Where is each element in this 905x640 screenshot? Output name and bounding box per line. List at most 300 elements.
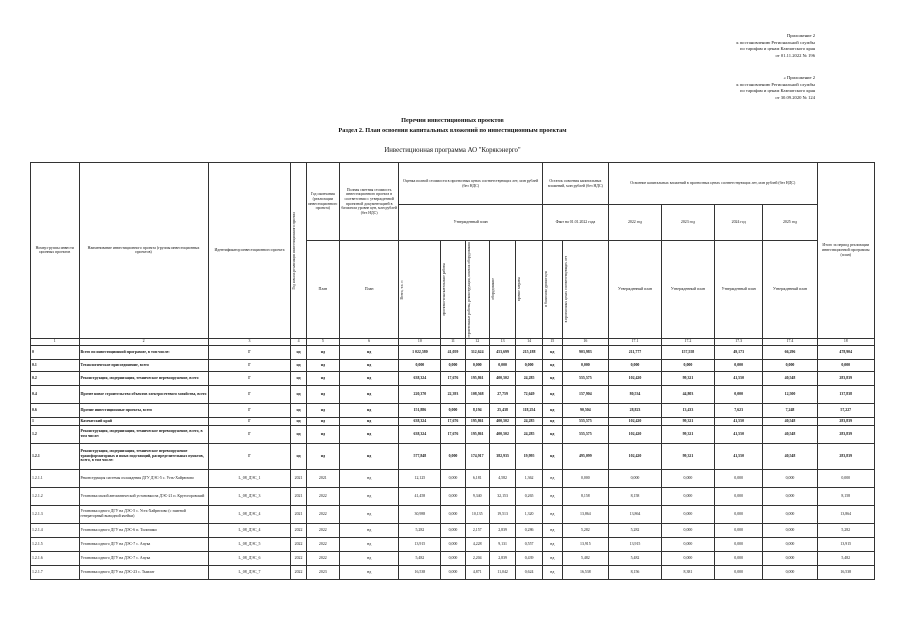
table-cell: 5,482 (399, 551, 441, 565)
table-cell: 283,839 (817, 417, 874, 425)
col-number: 2 (79, 338, 208, 345)
project-name-cell: Установка одного ДГУ на ДЭС-7 с. Апука (79, 551, 208, 565)
table-cell: нд (306, 345, 339, 359)
table-cell: 99,321 (661, 443, 714, 469)
table-cell: Г (208, 359, 291, 371)
table-cell: нд (339, 417, 399, 425)
table-cell: нд (339, 537, 399, 551)
section-title: Раздел 2. План освоения капитальных вложений по инвестиционным проектам (338, 127, 567, 134)
header-line: по тарифам и ценам Камчатского края (740, 46, 815, 52)
table-cell: Г (208, 403, 291, 417)
table-cell: 283,839 (817, 371, 874, 385)
header-line: к постановлению Региональной службы (736, 81, 815, 87)
col-approved-2023: Утвержденный план (661, 241, 714, 339)
table-cell: 0.6 (31, 403, 80, 417)
table-cell: 1.2.1.3 (31, 505, 80, 523)
table-cell: 220,370 (399, 385, 441, 403)
table-cell: 0,000 (817, 359, 874, 371)
table-cell: L_08_ДЭС_6 (208, 551, 291, 565)
table-cell: 99,321 (661, 425, 714, 443)
table-cell: 0,000 (441, 403, 465, 417)
project-name-cell: Реконструкция, модернизация, техническое перевооружение, всего (79, 371, 208, 385)
project-name-cell: Реконструкция, модернизация, техническое перевооружение, всего, в том числе: (79, 425, 208, 443)
table-cell: 555,575 (562, 417, 608, 425)
table-row (31, 487, 875, 505)
table-cell: нд (542, 345, 562, 359)
table-cell: 400,502 (489, 417, 515, 425)
table-cell: 0,000 (661, 469, 714, 487)
table-cell: 4,228 (465, 537, 489, 551)
table-cell: 382,935 (489, 443, 515, 469)
col-forecast-prices: в прогнозных ценах соответствующих лет (562, 241, 608, 339)
col-start-year: Год начала реализации инвестиционного проекта (291, 163, 306, 339)
table-cell: 0,000 (714, 359, 763, 371)
table-cell: 638,324 (399, 425, 441, 443)
table-cell: 0,000 (714, 487, 763, 505)
table-cell: нд (291, 417, 306, 425)
table-cell: 2022 (291, 537, 306, 551)
table-cell: 2022 (306, 523, 339, 537)
table-cell: 16,538 (399, 565, 441, 579)
table-cell: 0,000 (661, 505, 714, 523)
table-cell: 312,624 (465, 345, 489, 359)
project-name-cell: Прочие инвестиционные проекты, всего (79, 403, 208, 417)
table-cell: нд (542, 443, 562, 469)
col-number: 18 (817, 338, 874, 345)
table-cell: нд (306, 417, 339, 425)
table-cell: 0,000 (714, 551, 763, 565)
table-cell: 40,548 (763, 371, 817, 385)
table-cell: 25,438 (489, 403, 515, 417)
column-number-row (31, 338, 875, 345)
table-cell: 5,282 (817, 523, 874, 537)
table-cell: 0,439 (516, 551, 543, 565)
table-cell: 5,282 (562, 523, 608, 537)
table-cell: 99,321 (661, 417, 714, 425)
table-row (31, 551, 875, 565)
table-cell: 41,550 (714, 417, 763, 425)
table-cell: 2021 (291, 469, 306, 487)
table-cell: 211,777 (609, 345, 662, 359)
col-number: 17.1 (609, 338, 662, 345)
table-cell: Г (208, 417, 291, 425)
table-cell: 0,000 (465, 359, 489, 371)
table-cell: нд (339, 443, 399, 469)
table-cell: 40,548 (763, 417, 817, 425)
table-cell: 5,482 (817, 551, 874, 565)
table-cell: 13,433 (661, 403, 714, 417)
table-cell: 0,000 (817, 469, 874, 487)
col-number: 4 (291, 338, 306, 345)
table-cell: 1.2.1.7 (31, 565, 80, 579)
col-approved-2022: Утвержденный план (609, 241, 662, 339)
table-cell: 44,803 (661, 385, 714, 403)
table-row (31, 469, 875, 487)
table-row (31, 505, 875, 523)
table-cell: 0,000 (714, 385, 763, 403)
table-cell: 10,135 (465, 505, 489, 523)
table-cell: 1.2.1.1 (31, 469, 80, 487)
col-fact: Факт на 01.01.2022 года (542, 205, 608, 241)
project-name-cell: Технологическое присоединение, всего (79, 359, 208, 371)
table-cell: 8,381 (661, 565, 714, 579)
table-cell: 0,000 (763, 565, 817, 579)
table-cell: 1 022,580 (399, 345, 441, 359)
table-cell: нд (339, 469, 399, 487)
table-cell: Г (208, 443, 291, 469)
project-name-cell: Установка одного ДГУ на ДЭС-6 п. Тиличики (79, 523, 208, 537)
table-cell: Г (208, 345, 291, 359)
table-cell: 0,000 (441, 469, 465, 487)
table-cell: 16,538 (562, 565, 608, 579)
table-cell: 0,000 (714, 565, 763, 579)
table-cell: 0,557 (516, 537, 543, 551)
table-cell: нд (542, 417, 562, 425)
table-cell: 2021 (291, 505, 306, 523)
col-number: 11 (441, 338, 465, 345)
col-number: 6 (339, 338, 399, 345)
table-cell: 8,158 (562, 487, 608, 505)
table-cell: 30,988 (399, 505, 441, 523)
table-cell: 4,582 (489, 469, 515, 487)
table-cell: 8,158 (609, 487, 662, 505)
table-row (31, 523, 875, 537)
col-year-2023: 2023 год (661, 205, 714, 241)
table-body (31, 345, 875, 579)
col-group-remaining: Остаток освоения капитальных вложений, млн рублей (без НДС) (542, 163, 608, 205)
col-number: 17.2 (661, 338, 714, 345)
table-cell: 0,000 (441, 537, 465, 551)
table-cell: 577,848 (399, 443, 441, 469)
table-cell: 400,502 (489, 371, 515, 385)
table-row (31, 371, 875, 385)
col-approved-2024: Утвержденный план (714, 241, 763, 339)
table-cell: 41,550 (714, 443, 763, 469)
table-cell: 24,285 (516, 371, 543, 385)
appendix-header-previous (736, 75, 815, 101)
table-cell: 0,265 (516, 487, 543, 505)
col-base-prices: в базисном уровне цен (542, 241, 562, 339)
table-cell: 40,548 (763, 443, 817, 469)
col-group-mastery: Освоение капитальных вложений в прогнозных ценах соответствующих лет, млн рублей (без НДС) (609, 163, 817, 205)
table-cell: нд (339, 345, 399, 359)
col-number: 13 (489, 338, 515, 345)
col-number: 15 (542, 338, 562, 345)
table-cell: нд (339, 425, 399, 443)
table-cell: 283,839 (817, 425, 874, 443)
table-cell: нд (306, 425, 339, 443)
table-cell: нд (542, 371, 562, 385)
col-project-id: Идентификатор инвестиционного проекта (208, 163, 291, 339)
col-year-2024: 2024 год (714, 205, 763, 241)
table-cell: 2022 (306, 551, 339, 565)
table-cell: 28,823 (609, 403, 662, 417)
project-name-cell: Установка одного ДГУ на ДЭС-23 с. Тымлат (79, 565, 208, 579)
table-cell: 13,864 (817, 505, 874, 523)
table-cell: Г (208, 371, 291, 385)
table-cell: 57,227 (817, 403, 874, 417)
table-cell: 0,000 (763, 487, 817, 505)
table-cell: 2,839 (489, 551, 515, 565)
table-cell: 80,534 (609, 385, 662, 403)
program-title: Инвестиционная программа АО "Корякэнерго" (384, 147, 521, 154)
table-cell: 12,125 (399, 469, 441, 487)
table-cell: 9,131 (489, 537, 515, 551)
table-cell: 0.4 (31, 385, 80, 403)
table-cell: 108,568 (465, 385, 489, 403)
table-cell: Г (208, 385, 291, 403)
table-cell: 0,000 (441, 523, 465, 537)
project-name-cell: Установка одного ДГУ на ДЭС-5 с. Усть-Хайрюзово (с заменой генераторный выводной ячейки) (79, 505, 208, 523)
table-cell: 7,623 (714, 403, 763, 417)
table-cell: 1.2.1.6 (31, 551, 80, 565)
table-cell: 12,500 (763, 385, 817, 403)
table-cell: 5,482 (562, 551, 608, 565)
table-cell: 2021 (306, 469, 339, 487)
table-cell: 118,254 (516, 403, 543, 417)
table-cell: нд (542, 359, 562, 371)
table-cell: 0,000 (661, 523, 714, 537)
table-cell: 195,861 (465, 425, 489, 443)
col-project-name: Наименование инвестиционного проекта (группы инвестиционных проектов) (79, 163, 208, 339)
table-cell: 0.2 (31, 371, 80, 385)
table-cell: 40,548 (763, 425, 817, 443)
header-line: « Приложение 2 (783, 75, 815, 80)
col-approved-plan: Утвержденный план (399, 205, 542, 241)
table-cell: нд (339, 359, 399, 371)
table-cell: 0,000 (763, 537, 817, 551)
header-line: по тарифам и ценам Камчатского края (740, 88, 815, 94)
investment-plan-table (30, 162, 875, 580)
project-name-cell: Реконструкция, модернизация, техническое перевооружение трансформаторных и иных подстанций, распределительных пунктов, всего, в том числе: (79, 443, 208, 469)
table-cell: 0,000 (661, 551, 714, 565)
table-cell: 11,042 (489, 565, 515, 579)
col-group-number: Номер группы инвести ционных проектов (31, 163, 80, 339)
table-row (31, 425, 875, 443)
table-cell: 0 (31, 345, 80, 359)
table-cell: 41,550 (714, 425, 763, 443)
table-cell: 102,420 (609, 443, 662, 469)
col-year-2022: 2022 год (609, 205, 662, 241)
table-cell: 0,000 (441, 505, 465, 523)
col-plan-year: План (306, 241, 339, 339)
table-cell: 0,000 (763, 523, 817, 537)
table-cell: 0,000 (661, 487, 714, 505)
col-pir: проектно-изыскательские работы (441, 241, 465, 339)
table-cell: 41,059 (441, 345, 465, 359)
table-cell: нд (339, 565, 399, 579)
table-cell: нд (542, 537, 562, 551)
table-row (31, 417, 875, 425)
table-cell: 19,513 (489, 505, 515, 523)
table-cell: 2,204 (465, 551, 489, 565)
table-cell: 2022 (306, 487, 339, 505)
table-cell: 0,000 (399, 359, 441, 371)
table-cell: нд (339, 403, 399, 417)
table-cell: 151,886 (399, 403, 441, 417)
table-cell: 638,324 (399, 417, 441, 425)
table-cell: нд (542, 469, 562, 487)
table-cell: L_08_ДЭС_3 (208, 487, 291, 505)
table-cell: 4,871 (465, 565, 489, 579)
project-name-cell: Установка одного ДГУ на ДЭС-7 с. Апука (79, 537, 208, 551)
table-cell: 638,324 (399, 371, 441, 385)
table-cell: 2022 (291, 523, 306, 537)
col-equipment: оборудование (489, 241, 515, 339)
table-cell: 0,000 (609, 469, 662, 487)
table-cell: нд (542, 425, 562, 443)
table-cell: нд (542, 551, 562, 565)
col-group-full-cost: Оценка полной стоимости в прогнозных ценах соответствующих лет, млн рублей (без НДС) (399, 163, 542, 205)
table-cell: 1.2 (31, 425, 80, 443)
table-cell: 0,000 (763, 359, 817, 371)
header-line: от 01.11.2022 № 196 (775, 52, 815, 58)
table-cell: 0,624 (516, 565, 543, 579)
table-cell: 102,420 (609, 417, 662, 425)
col-number: 3 (208, 338, 291, 345)
table-cell: нд (306, 371, 339, 385)
col-number: 17.4 (763, 338, 817, 345)
table-cell: 0,000 (562, 469, 608, 487)
table-cell: 1 (31, 417, 80, 425)
table-cell: 17,676 (441, 371, 465, 385)
table-cell: 8,158 (817, 487, 874, 505)
table-cell: 453,699 (489, 345, 515, 359)
table-cell: 195,861 (465, 371, 489, 385)
table-cell: 1,362 (516, 469, 543, 487)
table-cell: нд (542, 505, 562, 523)
table-cell: 6,181 (465, 469, 489, 487)
col-number: 12 (465, 338, 489, 345)
col-estimate-cost: Полная сметная стоимость инвестиционного проекта в соответствии с утвержденной проектной документацией в базисном уровне цен, млн рублей (без НДС) (339, 163, 399, 241)
table-cell: 1.2.1 (31, 443, 80, 469)
table-cell: 2,839 (489, 523, 515, 537)
table-cell: 22,393 (441, 385, 465, 403)
table-cell: 0,000 (763, 469, 817, 487)
table-cell: 400,502 (489, 425, 515, 443)
col-total-cost: Всего, т.ч. с: (399, 241, 441, 339)
table-cell: 13,915 (817, 537, 874, 551)
table-cell: 99,321 (661, 371, 714, 385)
table-row (31, 403, 875, 417)
project-name-cell: Прочее новое строительство объектов электросетевого хозяйства, всего (79, 385, 208, 403)
table-cell: 195,861 (465, 417, 489, 425)
table-cell: нд (306, 403, 339, 417)
table-cell: нд (306, 359, 339, 371)
table-cell: 0,000 (714, 505, 763, 523)
col-number: 17.3 (714, 338, 763, 345)
table-cell: 1.2.1.2 (31, 487, 80, 505)
table-cell: 174,917 (465, 443, 489, 469)
table-cell: нд (291, 443, 306, 469)
project-name-cell: Всего по инвестиционной программе, в том числе: (79, 345, 208, 359)
table-cell: 27,759 (489, 385, 515, 403)
header-line: к постановлению Региональной службы (736, 39, 815, 45)
table-cell: L_08_ДЭС_7 (208, 565, 291, 579)
col-approved-2025: Утвержденный план (763, 241, 817, 339)
project-name-cell: Установка малой автоматической установки на ДЭС-21 п. Крутогоровский (79, 487, 208, 505)
table-cell: 7,248 (763, 403, 817, 417)
table-cell: 90,504 (562, 403, 608, 417)
table-cell: 0,000 (441, 565, 465, 579)
table-cell: 24,285 (516, 425, 543, 443)
table-cell: 13,915 (399, 537, 441, 551)
table-cell: 0,000 (441, 359, 465, 371)
table-cell: 1.2.1.5 (31, 537, 80, 551)
col-number: 14 (516, 338, 543, 345)
table-cell: 102,420 (609, 371, 662, 385)
table-cell: 13,864 (609, 505, 662, 523)
table-cell: 283,839 (817, 443, 874, 469)
table-cell: 0,000 (763, 505, 817, 523)
table-cell: нд (542, 403, 562, 417)
table-cell: 555,575 (562, 371, 608, 385)
table-row (31, 385, 875, 403)
col-plan-cost: План (339, 241, 399, 339)
table-cell: 0,000 (609, 359, 662, 371)
table-cell: 102,420 (609, 425, 662, 443)
appendix-header-current (736, 33, 815, 59)
col-smr: строительные работы, реконструкция, монтаж оборудования (465, 241, 489, 339)
table-cell: 495,099 (562, 443, 608, 469)
table-cell: L_08_ДЭС_5 (208, 537, 291, 551)
table-cell: 72,649 (516, 385, 543, 403)
table-cell: 0,000 (441, 443, 465, 469)
table-cell: нд (291, 345, 306, 359)
table-cell: 157,904 (562, 385, 608, 403)
col-total-plan: Итого за период реализации инвестиционной программы (план) (817, 163, 874, 339)
col-end-year: Год окончания (реализации инвестиционного проекта) (306, 163, 339, 241)
table-cell: 66,296 (763, 345, 817, 359)
table-row (31, 359, 875, 371)
table-cell: 2022 (291, 551, 306, 565)
table-cell: 0,000 (441, 487, 465, 505)
table-cell: 2022 (306, 505, 339, 523)
table-cell: L_08_ДЭС_4 (208, 523, 291, 537)
table-cell: нд (306, 385, 339, 403)
table-cell: L_08_ДЭС_4 (208, 505, 291, 523)
table-cell: 2021 (291, 487, 306, 505)
table-cell: 13,915 (609, 537, 662, 551)
table-cell: 0,000 (714, 523, 763, 537)
project-name-cell: Реконструкция системы охлаждения ДГУ ДЭС-5 с. Усть-Хайрюзово (79, 469, 208, 487)
table-cell: 215,188 (516, 345, 543, 359)
table-cell: нд (339, 385, 399, 403)
table-cell: 555,575 (562, 425, 608, 443)
table-cell: 13,864 (562, 505, 608, 523)
table-cell: 16,538 (817, 565, 874, 579)
table-cell: нд (339, 505, 399, 523)
table-cell: 2022 (306, 537, 339, 551)
table-cell: 5,282 (399, 523, 441, 537)
table-cell: 41,458 (399, 487, 441, 505)
table-cell: нд (291, 385, 306, 403)
table-cell: 5,282 (609, 523, 662, 537)
table-cell: 9,340 (465, 487, 489, 505)
table-cell: 17,676 (441, 417, 465, 425)
table-cell: 0,000 (489, 359, 515, 371)
table-cell: нд (542, 487, 562, 505)
project-name-cell: Камчатский край (79, 417, 208, 425)
table-cell: 0,000 (441, 551, 465, 565)
table-row (31, 565, 875, 579)
table-cell: 0,286 (516, 523, 543, 537)
table-cell: 0,000 (562, 359, 608, 371)
table-cell: нд (542, 385, 562, 403)
table-cell: 32,153 (489, 487, 515, 505)
table-cell: 2023 (306, 565, 339, 579)
table-cell: 1.2.1.4 (31, 523, 80, 537)
